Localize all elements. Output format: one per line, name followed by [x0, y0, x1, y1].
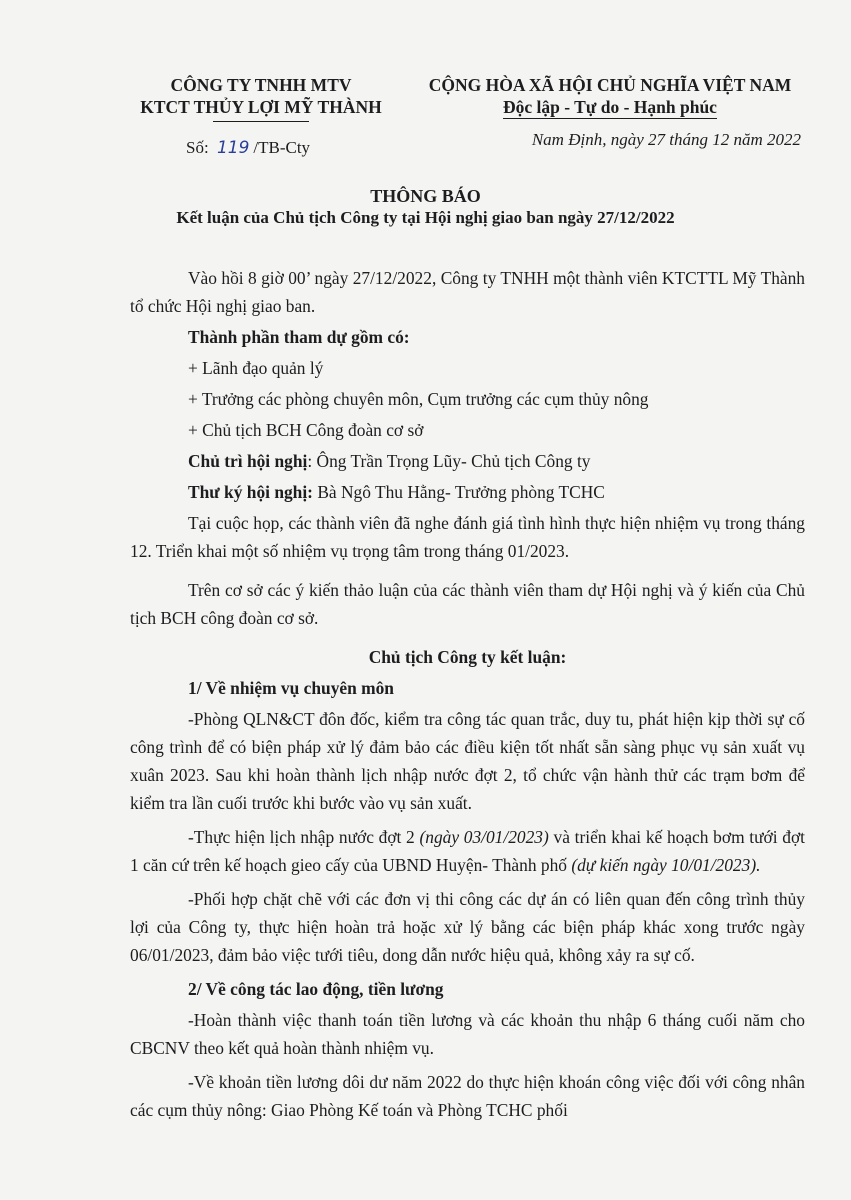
- section1-paragraph-schedule: [130, 823, 805, 879]
- secretary-label: Thư ký hội nghị:: [188, 482, 313, 502]
- s1p2-date-2: (dự kiến ngày 10/01/2023).: [571, 855, 761, 875]
- basis-paragraph: Trên cơ sở các ý kiến thảo luận của các thành viên tham dự Hội nghị và ý kiến của Chủ tịch BCH công đoàn cơ sở.: [130, 580, 805, 628]
- chair-label: Chủ trì hội nghị: [188, 451, 308, 471]
- nation-name: CỘNG HÒA XÃ HỘI CHỦ NGHĨA VIỆT NAM: [428, 75, 792, 95]
- section2-paragraph: -Về khoản tiền lương dôi dư năm 2022 do thực hiện khoán công việc đối với công nhân các cụm thủy nông: Giao Phòng Kế toán và Phòng TCHC phối: [130, 1072, 805, 1120]
- intro-paragraph: Vào hồi 8 giờ 00’ ngày 27/12/2022, Công ty TNHH một thành viên KTCTTL Mỹ Thành tổ chức Hội nghị giao ban.: [130, 268, 805, 316]
- participants-heading: Thành phần tham dự gồm có:: [188, 327, 410, 347]
- issuing-organization: [100, 74, 422, 122]
- org-underline: [213, 121, 309, 122]
- secretary-line: [130, 478, 805, 506]
- participant-item: + Trưởng các phòng chuyên môn, Cụm trưởng các cụm thủy nông: [188, 389, 649, 409]
- section1-heading: 1/ Về nhiệm vụ chuyên môn: [188, 678, 394, 698]
- section2-paragraph: -Hoàn thành việc thanh toán tiền lương và các khoản thu nhập 6 tháng cuối năm cho CBCNV theo kết quả hoàn thành nhiệm vụ.: [130, 1010, 805, 1058]
- conclusion-heading: Chủ tịch Công ty kết luận:: [368, 647, 567, 667]
- s1p2-text-c: và triển khai kế hoạch bơm tưới đợt 1 căn cứ trên kế hoạch gieo cấy của UBND Huyện- Thành phố: [130, 827, 806, 875]
- org-name-line2: KTCT THỦY LỢI MỸ THÀNH: [140, 97, 382, 117]
- meeting-paragraph: Tại cuộc họp, các thành viên đã nghe đánh giá tình hình thực hiện nhiệm vụ trong tháng 12. Triển khai một số nhiệm vụ trọng tâm trong tháng 01/2023.: [130, 513, 805, 561]
- document-title: THÔNG BÁO: [370, 186, 481, 206]
- s1p2-date-1: (ngày 03/01/2023): [419, 827, 549, 847]
- section1-paragraph: -Phối hợp chặt chẽ với các đơn vị thi công các dự án có liên quan đến công trình thủy lợi của Công ty, thực hiện hoàn trả hoặc xử lý bằng các biện pháp khác xong trước ngày 06/01/2023, đảm bảo việc tưới tiêu, dong dẫn nước hiệu quả, không xảy ra sự cố.: [130, 889, 805, 965]
- document-body: [130, 264, 805, 1130]
- national-motto: [400, 74, 820, 118]
- org-name-line1: CÔNG TY TNHH MTV: [170, 75, 352, 95]
- chair-value: : Ông Trần Trọng Lũy- Chủ tịch Công ty: [307, 451, 591, 471]
- participant-item: + Chủ tịch BCH Công đoàn cơ sở: [188, 420, 424, 440]
- place-date: Nam Định, ngày 27 tháng 12 năm 2022: [531, 130, 801, 149]
- document-number: [186, 138, 310, 158]
- chair-line: [130, 447, 805, 475]
- doc-no-handwritten: 119: [216, 138, 250, 158]
- section1-paragraph: -Phòng QLN&CT đôn đốc, kiểm tra công tác quan trắc, duy tu, phát hiện kịp thời sự cố công trình để có biện pháp xử lý đảm bảo các điều kiện tốt nhất sẵn sàng phục vụ sản xuất vụ xuân 2023. Sau khi hoàn thành lịch nhập nước đợt 2, tổ chức vận hành thử các trạm bơm để kiểm tra lần cuối trước khi bước vào vụ sản xuất.: [130, 709, 805, 813]
- doc-no-prefix: Số:: [186, 138, 209, 157]
- document-subtitle: Kết luận của Chủ tịch Công ty tại Hội nghị giao ban ngày 27/12/2022: [176, 208, 675, 227]
- nation-motto: Độc lập - Tự do - Hạnh phúc: [503, 97, 717, 117]
- participant-item: + Lãnh đạo quản lý: [188, 358, 324, 378]
- s1p2-text-a: -Thực hiện lịch nhập nước đợt 2: [188, 827, 420, 847]
- doc-no-suffix: /TB-Cty: [253, 138, 311, 157]
- secretary-value: Bà Ngô Thu Hằng- Trưởng phòng TCHC: [312, 482, 605, 502]
- section2-heading: 2/ Về công tác lao động, tiền lương: [188, 979, 444, 999]
